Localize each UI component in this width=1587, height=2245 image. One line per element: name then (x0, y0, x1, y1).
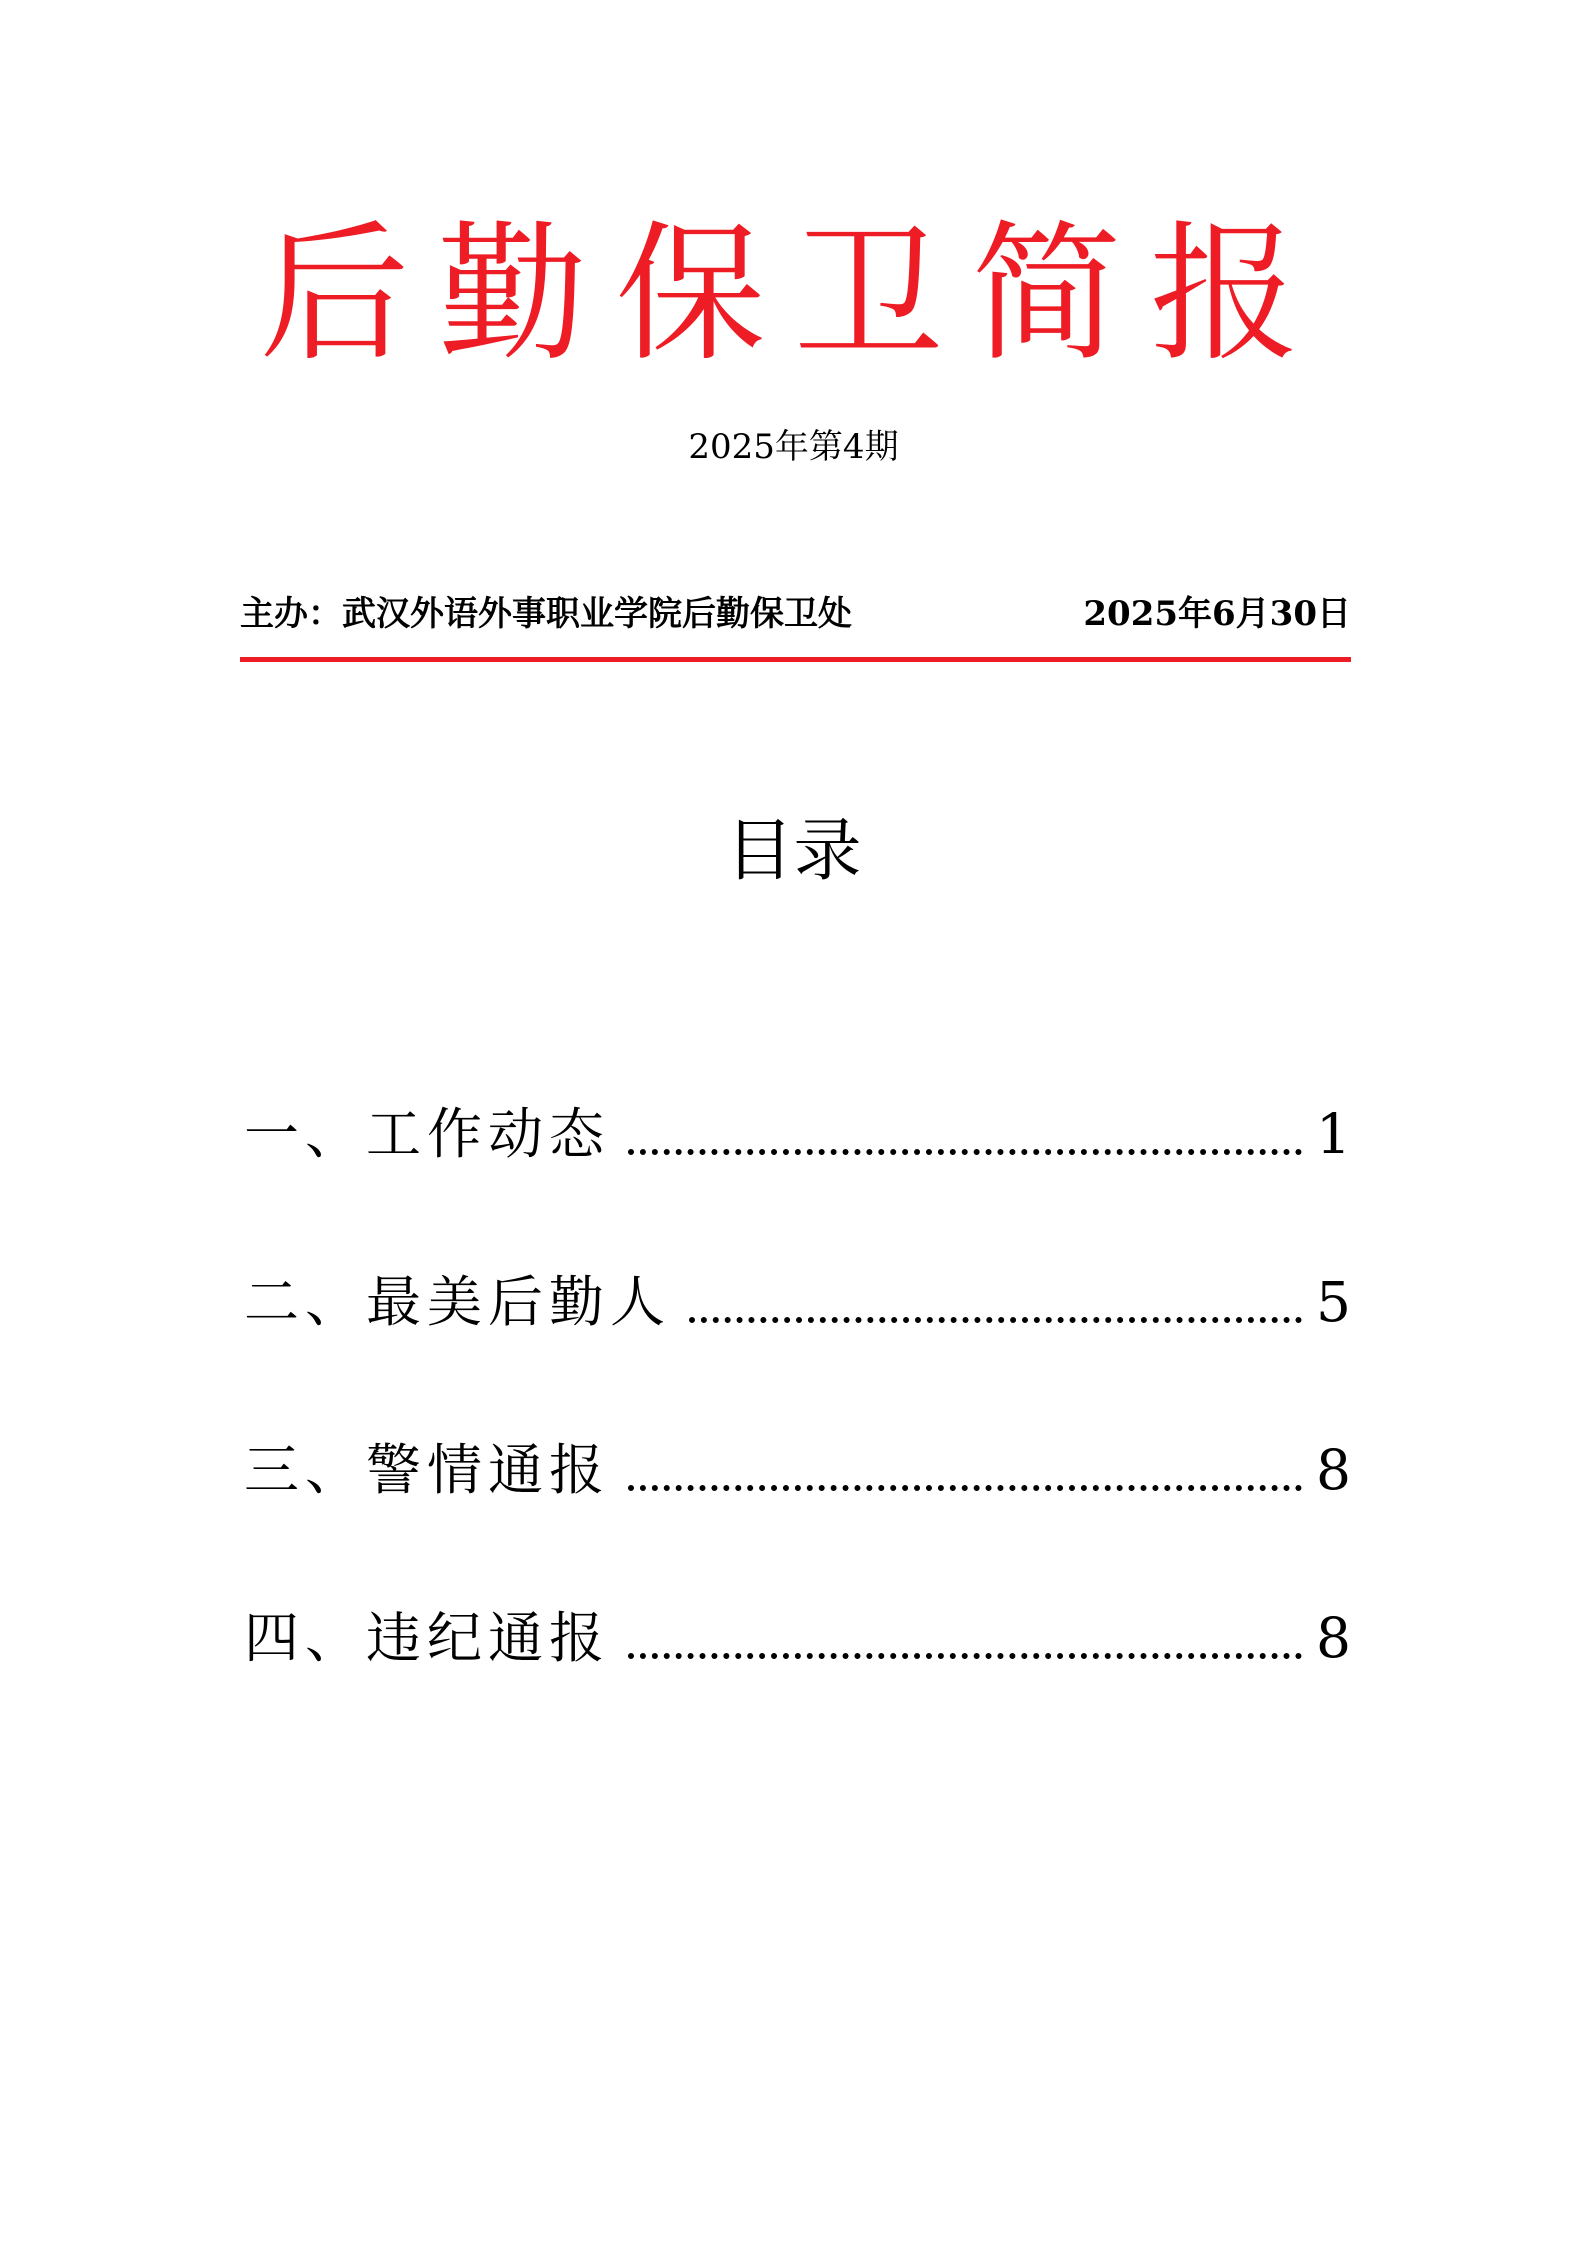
toc-item-page: 8 (1316, 1606, 1351, 1670)
sponsor-text: 主办：武汉外语外事职业学院后勤保卫处 (240, 594, 852, 634)
masthead-title: 后勤保卫简报 (259, 208, 1328, 382)
toc-item-page: 1 (1316, 1102, 1351, 1166)
toc-dot-leader (628, 1653, 1302, 1659)
table-of-contents (244, 1050, 1351, 1722)
toc-item-label: 四、违纪通报 (244, 1606, 611, 1670)
toc-dot-leader (689, 1317, 1302, 1323)
sponsor-line (240, 590, 1351, 638)
publish-date: 2025年6月30日 (1083, 594, 1351, 634)
toc-item[interactable] (244, 1554, 1351, 1722)
toc-item[interactable] (244, 1218, 1351, 1386)
issue-number: 2025年第4期 (688, 427, 899, 467)
toc-title: 目录 (725, 812, 862, 891)
toc-item-label: 二、最美后勤人 (244, 1270, 672, 1334)
toc-item-label: 三、警情通报 (244, 1438, 611, 1502)
toc-item[interactable] (244, 1386, 1351, 1554)
toc-item[interactable] (244, 1050, 1351, 1218)
toc-item-label: 一、工作动态 (244, 1102, 611, 1166)
toc-item-page: 5 (1316, 1270, 1351, 1334)
header-divider (240, 657, 1351, 662)
toc-item-page: 8 (1316, 1438, 1351, 1502)
toc-dot-leader (628, 1485, 1302, 1491)
toc-dot-leader (628, 1149, 1302, 1155)
